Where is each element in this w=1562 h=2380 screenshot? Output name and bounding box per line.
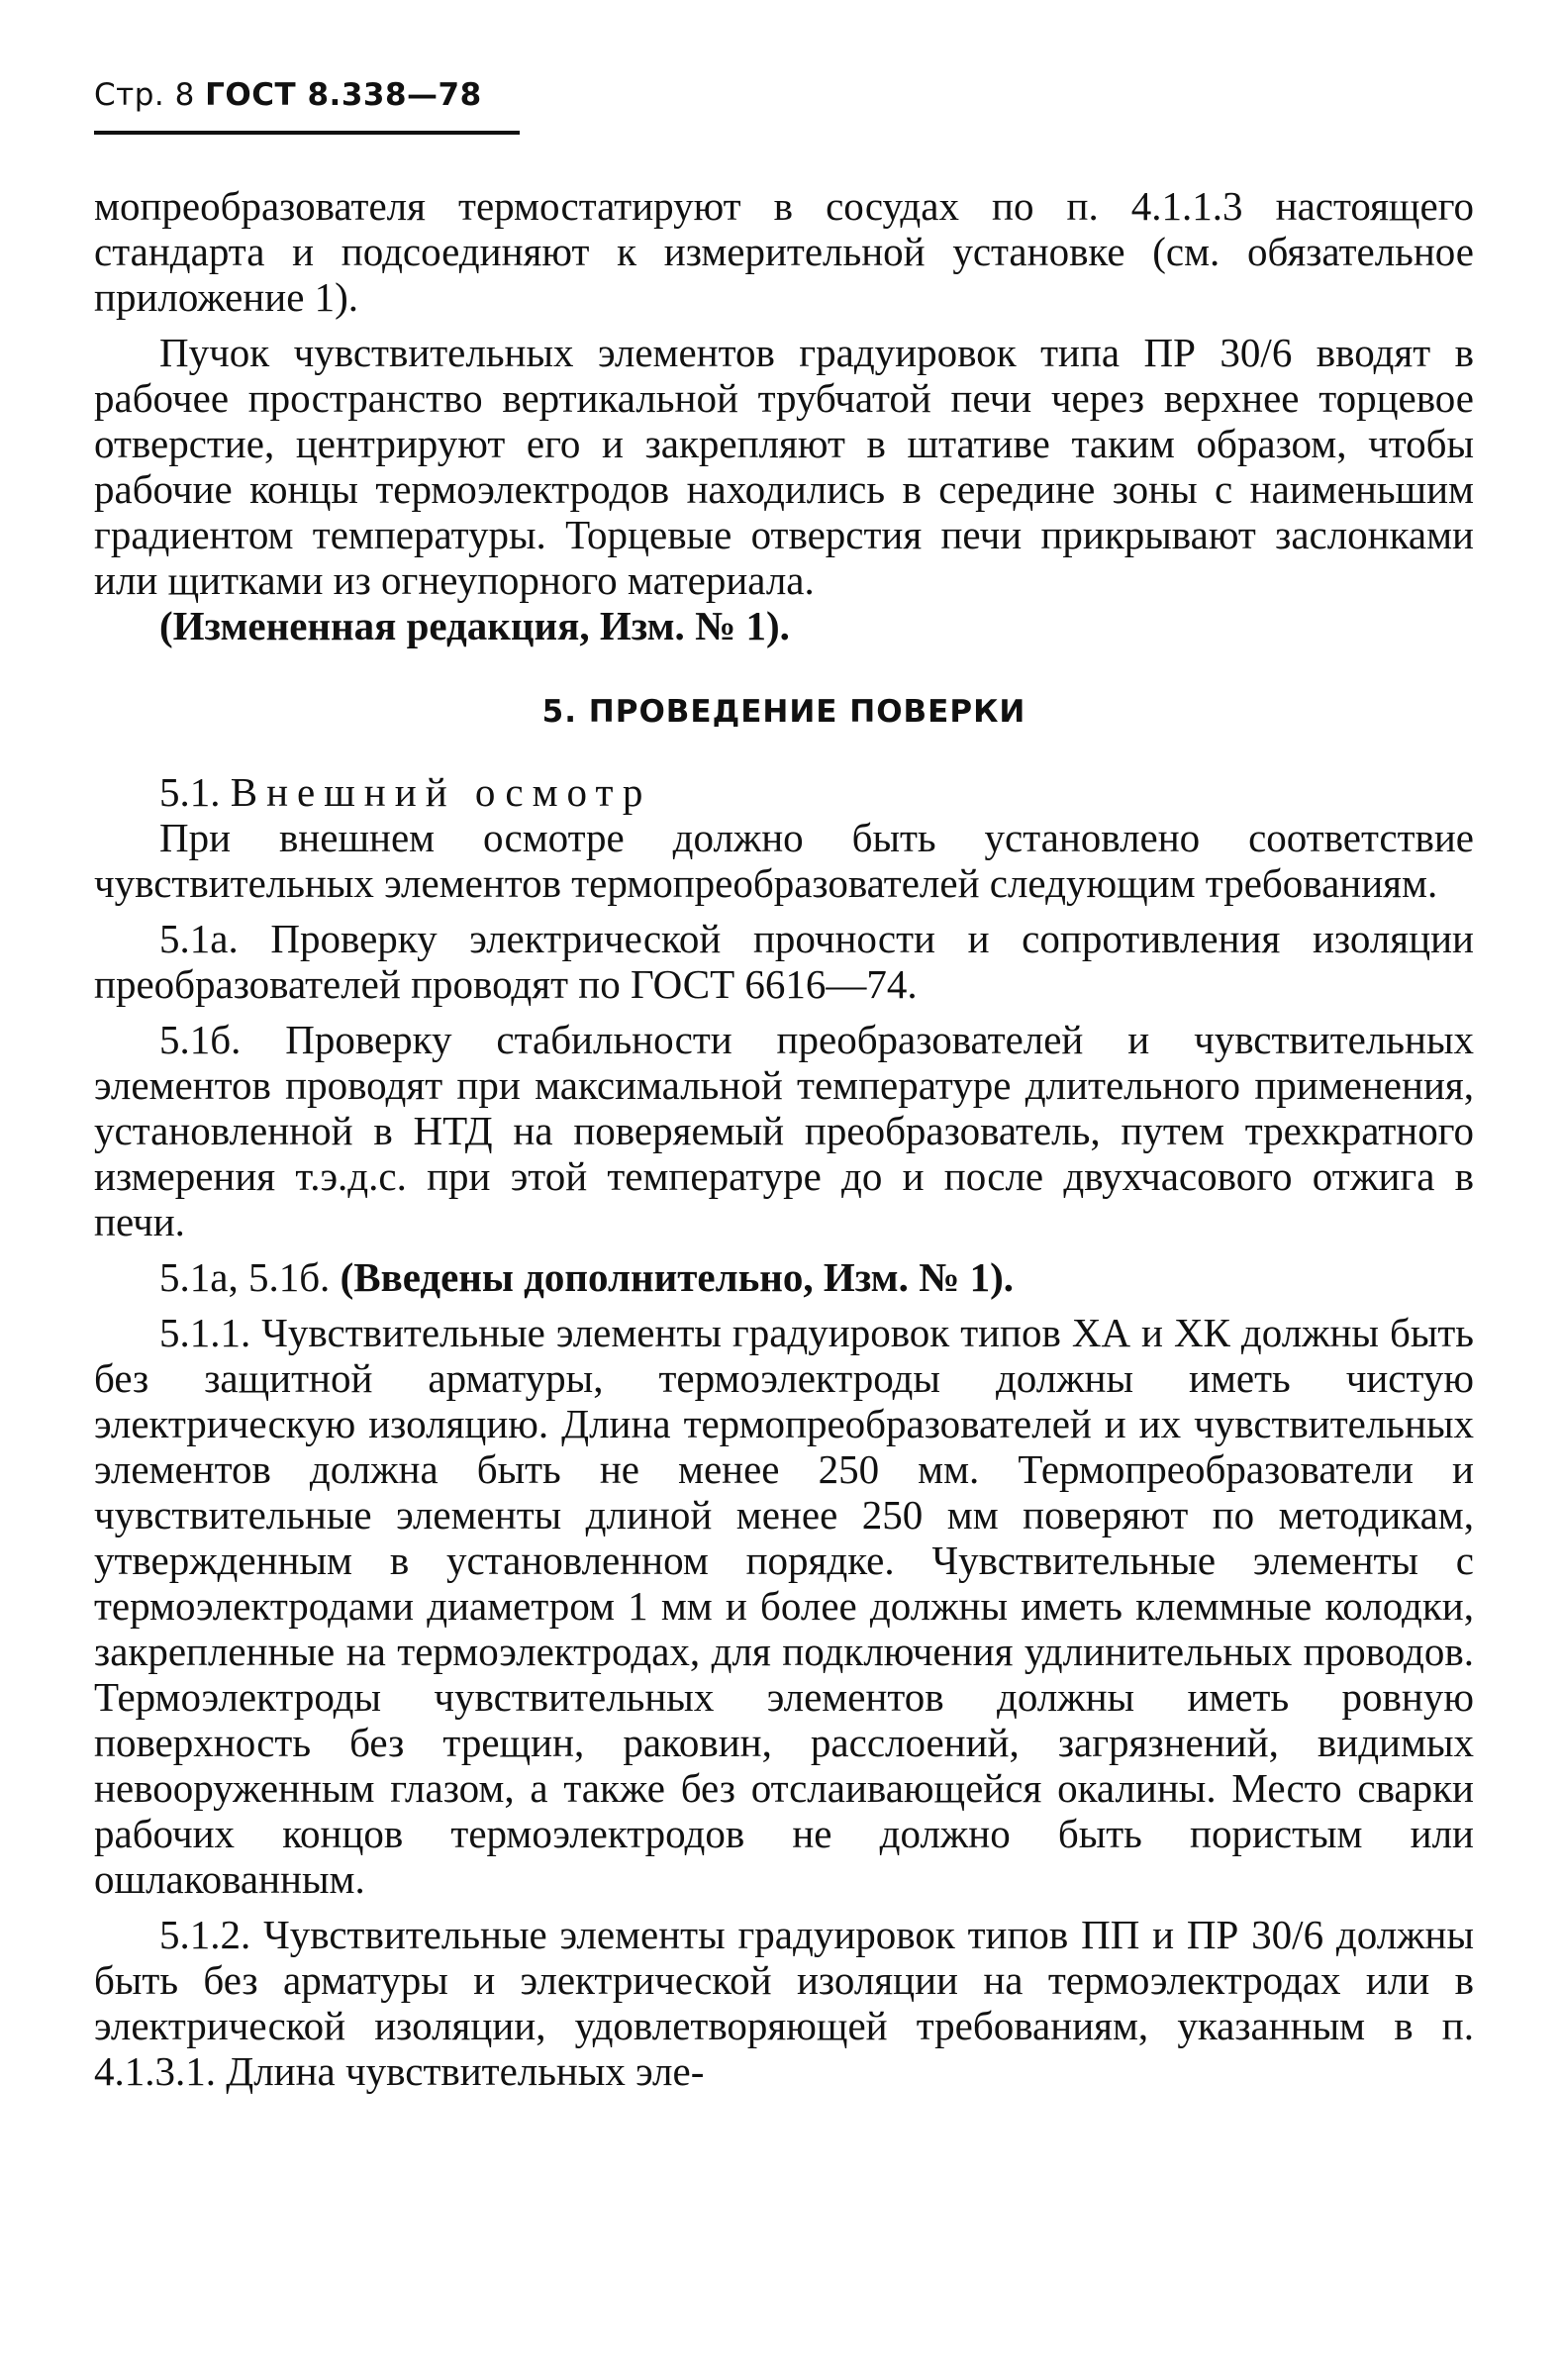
clause-5-1b: 5.1б. Проверку стабильности преобразователей и чувствительных элементов проводят при максимальной температуре длительного применения, установленной в НТД на поверяемый преобразователь, путем трехкратного измерения т.э.д.с. при этой температуре до и после двухчасового отжига в печи. bbox=[94, 1017, 1474, 1244]
clause-5-1-text: При внешнем осмотре должно быть установлено соответствие чувствительных элементов термопреобразователей следующим требованиям. bbox=[94, 815, 1474, 906]
clause-5-1a: 5.1а. Проверку электрической прочности и сопротивления изоляции преобразователей проводят по ГОСТ 6616—74. bbox=[94, 916, 1474, 1007]
clause-number: 5.1. bbox=[159, 769, 221, 815]
paragraph-bundle-installation: Пучок чувствительных элементов градуировок типа ПР 30/6 вводят в рабочее пространство вертикальной трубчатой печи через верхнее торцевое отверстие, центрируют его и закрепляют в штативе таким образом, чтобы рабочие концы термоэлектродов находились в середине зоны с наименьшим градиентом температуры. Торцевые отверстия печи прикрывают заслонками или щитками из огнеупорного материала. bbox=[94, 330, 1474, 603]
section-heading: 5. ПРОВЕДЕНИЕ ПОВЕРКИ bbox=[541, 694, 1026, 730]
standard-designation: ГОСТ 8.338—78 bbox=[205, 77, 482, 113]
clause-5-1ab-note bbox=[94, 1254, 1474, 1300]
clause-5-1-heading bbox=[94, 769, 1474, 815]
header-rule bbox=[94, 131, 520, 135]
clause-reference: 5.1а, 5.1б. bbox=[159, 1254, 331, 1300]
clause-5-1-2: 5.1.2. Чувствительные элементы градуировок типов ПП и ПР 30/6 должны быть без арматуры и электрической изоляции на термоэлектродах или в электрической изоляции, удовлетворяющей требованиям, указанным в п. 4.1.3.1. Длина чувствительных эле- bbox=[94, 1912, 1474, 2094]
clause-5-1-1: 5.1.1. Чувствительные элементы градуировок типов ХА и ХК должны быть без защитной арматуры, термоэлектроды должны иметь чистую электрическую изоляцию. Длина термопреобразователей и их чувствительных элементов должна быть не менее 250 мм. Термопреобразователи и чувствительные элементы длиной менее 250 мм поверяют по методикам, утвержденным в установленном порядке. Чувствительные элементы с термоэлектродами диаметром 1 мм и более должны иметь клеммные колодки, закрепленные на термоэлектродах, для подключения удлинительных проводов. Термоэлектроды чувствительных элементов должны иметь ровную поверхность без трещин, раковин, расслоений, загрязнений, видимых невооруженным глазом, а также без отслаивающейся окалины. Место сварки рабочих концов термоэлектродов не должно быть пористым или ошлакованным. bbox=[94, 1310, 1474, 1902]
page-header bbox=[94, 77, 482, 113]
page-number: Стр. 8 bbox=[94, 77, 195, 113]
document-body bbox=[94, 183, 1474, 2094]
paragraph-continuation: мопреобразователя термостатируют в сосудах по п. 4.1.1.3 настоящего стандарта и подсоединяют к измерительной установке (см. обязательное приложение 1). bbox=[94, 183, 1474, 320]
amendment-note: (Введены дополнительно, Изм. № 1). bbox=[340, 1254, 1014, 1300]
clause-title: Внешний осмотр bbox=[230, 769, 652, 815]
amendment-note: (Измененная редакция, Изм. № 1). bbox=[159, 603, 790, 648]
